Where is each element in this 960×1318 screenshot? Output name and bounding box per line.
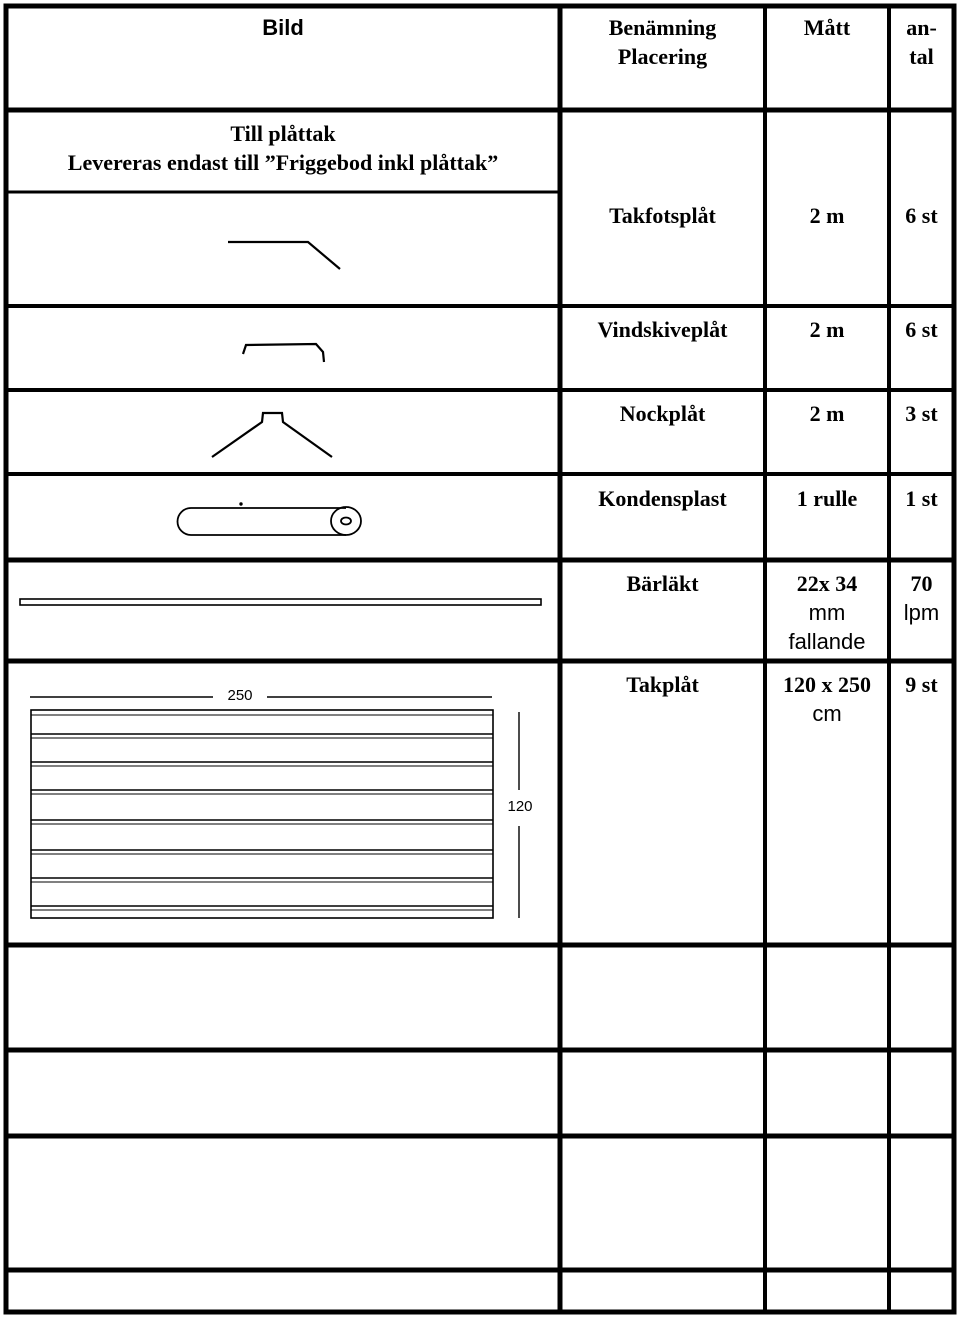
item-qty: 6 st: [905, 203, 938, 228]
section-subtitle: Levereras endast till ”Friggebod inkl plåttak”: [67, 150, 499, 175]
header-antal-cont: tal: [909, 44, 934, 69]
item-size: 120 x 250: [783, 672, 871, 697]
gable-flashing-icon: [243, 344, 324, 362]
item-size: 2 m: [809, 317, 845, 342]
plastic-roll-icon: [178, 503, 362, 535]
section-title: Till plåttak: [230, 121, 336, 146]
header-benamning: Benämning: [608, 15, 717, 40]
item-qty: 3 st: [905, 401, 938, 426]
header-antal: an-: [906, 15, 937, 40]
item-name: Takfotsplåt: [609, 203, 716, 228]
header-matt: Mått: [803, 15, 851, 40]
item-name: Takplåt: [626, 672, 699, 697]
item-size: 2 m: [809, 401, 845, 426]
item-size: fallande: [788, 629, 866, 654]
item-qty: lpm: [903, 600, 940, 625]
item-qty: 9 st: [905, 672, 938, 697]
item-size: 1 rulle: [796, 486, 858, 511]
item-name: Vindskiveplåt: [597, 317, 728, 342]
item-size: 22x 34: [796, 571, 858, 596]
item-name: Nockplåt: [619, 401, 706, 426]
roof-sheet-icon: [30, 697, 519, 918]
item-qty: 1 st: [905, 486, 938, 511]
sheet-height-label: 120: [507, 798, 533, 815]
header-placering: Placering: [617, 44, 708, 69]
item-size: mm: [808, 600, 846, 625]
batten-icon: [20, 599, 541, 605]
item-size: 2 m: [809, 203, 845, 228]
item-name: Bärläkt: [626, 571, 699, 596]
sheet-width-label: 250: [227, 687, 253, 704]
item-size: cm: [812, 701, 842, 726]
item-qty: 70: [910, 571, 933, 596]
header-bild: Bild: [262, 15, 304, 40]
item-name: Kondensplast: [598, 486, 727, 511]
eave-flashing-icon: [228, 242, 340, 269]
item-qty: 6 st: [905, 317, 938, 342]
ridge-flashing-icon: [212, 413, 332, 457]
